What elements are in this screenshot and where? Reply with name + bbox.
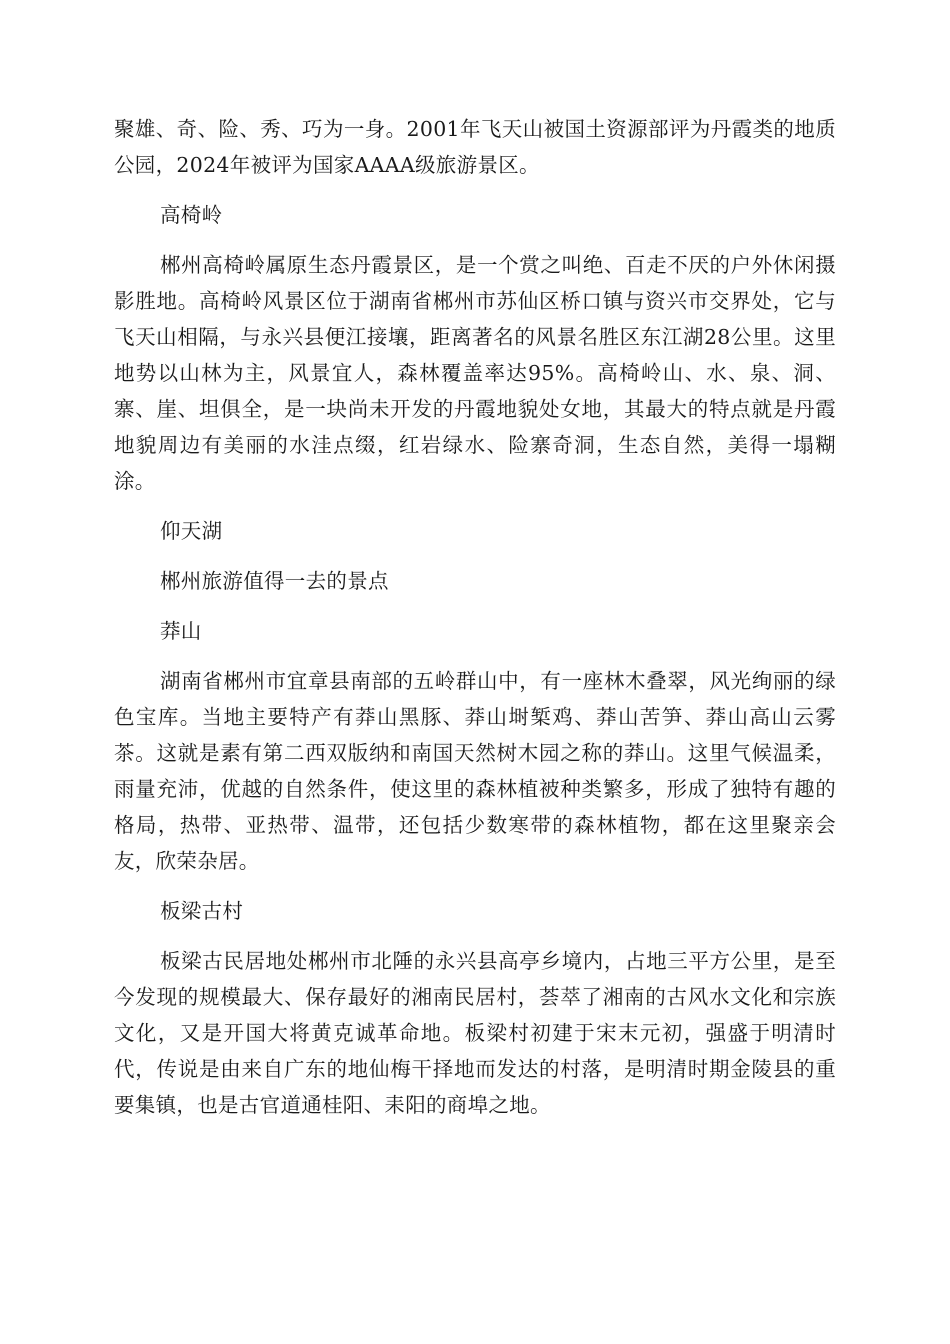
paragraph-feitianshan-continuation: 聚雄、奇、险、秀、巧为一身。2001年飞天山被国土资源部评为丹霞类的地质公园，2024年被评为国家AAAA级旅游景区。	[114, 117, 836, 177]
paragraph-gaoyiling: 郴州高椅岭属原生态丹霞景区，是一个赏之叫绝、百走不厌的户外休闲摄影胜地。高椅岭风景区位于湖南省郴州市苏仙区桥口镇与资兴市交界处，它与飞天山相隔，与永兴县便江接壤，距离著名的风景名胜区东江湖28公里。这里地势以山林为主，风景宜人，森林覆盖率达95%。高椅岭山、水、泉、洞、寨、崖、坦俱全，是一块尚未开发的丹霞地貌处女地，其最大的特点就是丹霞地貌周边有美丽的水洼点缀，红岩绿水、险寨奇洞，生态自然，美得一塌糊涂。	[114, 253, 836, 493]
paragraph-mangshan: 湖南省郴州市宜章县南部的五岭群山中，有一座林木叠翠，风光绚丽的绿色宝库。当地主要特产有莽山黑豚、莽山埘椠鸡、莽山苦笋、莽山高山云雾茶。这就是素有第二西双版纳和南国天然树木园之称的莽山。这里气候温柔，雨量充沛，优越的自然条件，使这里的森林植被种类繁多，形成了独特有趣的格局，热带、亚热带、温带，还包括少数寒带的森林植物，都在这里聚亲会友，欣荣杂居。	[114, 669, 836, 873]
section-heading-mangshan: 莽山	[160, 619, 202, 643]
paragraph-banliang: 板梁古民居地处郴州市北陲的永兴县高亭乡境内，占地三平方公里，是至今发现的规模最大、保存最好的湘南民居村，荟萃了湘南的古风水文化和宗族文化，又是开国大将黄克诚革命地。板梁村初建于宋末元初，强盛于明清时代，传说是由来自广东的地仙梅干择地而发达的村落，是明清时期金陵县的重要集镇，也是古官道通桂阳、耒阳的商埠之地。	[114, 949, 836, 1117]
section-heading-yangtianhu: 仰天湖	[160, 519, 223, 543]
section-heading-gaoyiling: 高椅岭	[160, 203, 223, 227]
section-heading-banliang: 板梁古村	[160, 899, 244, 923]
document-body	[114, 111, 836, 1137]
section-heading-attractions: 郴州旅游值得一去的景点	[160, 569, 389, 593]
